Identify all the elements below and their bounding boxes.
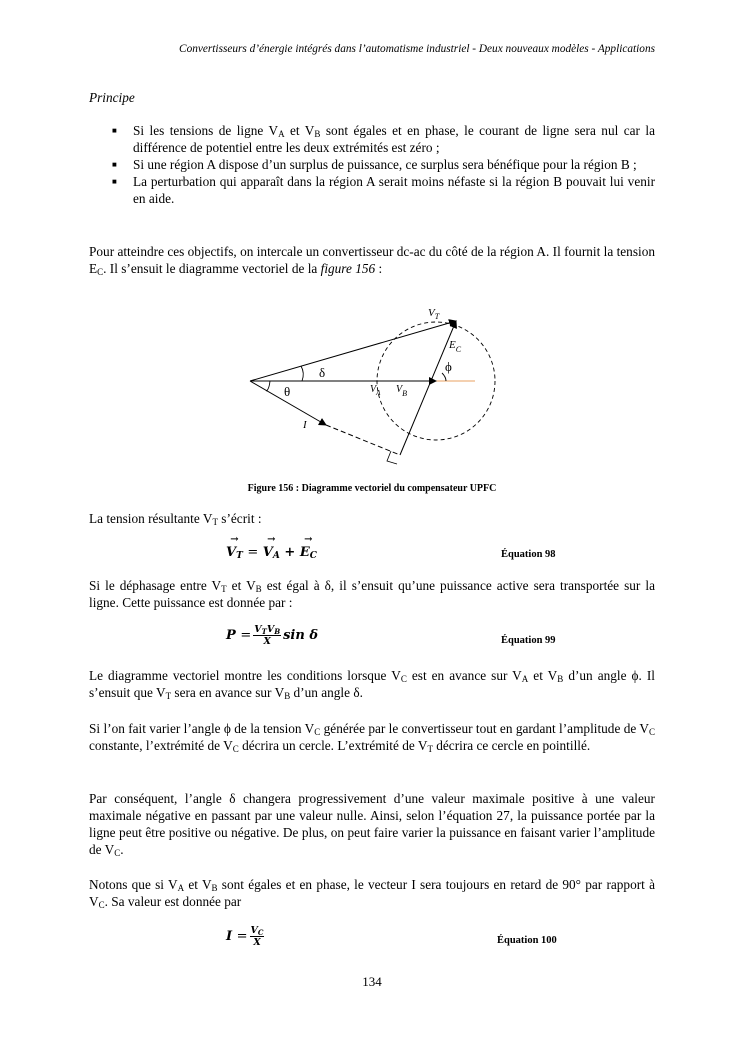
label-i: I <box>303 419 307 431</box>
label-vb: $V_B$ <box>396 384 407 398</box>
bullet-text: Si une région A dispose d’un surplus de puissance, ce surplus sera bénéfique pour la région B ; <box>133 157 637 172</box>
equation-100: I = $\frac{V_C}{X}$ <box>226 925 264 948</box>
label-phi: ϕ <box>445 359 452 374</box>
figure-reference: figure 156 <box>320 261 376 276</box>
phi-arc <box>442 373 446 381</box>
label-va: $V_A$ <box>370 384 381 397</box>
bullet-square-icon: ■ <box>112 160 117 169</box>
figure-caption: Figure 156 : Diagramme vectoriel du compensateur UPFC <box>247 483 497 494</box>
list-item <box>112 173 655 207</box>
running-header: Convertisseurs d’énergie intégrés dans l’automatisme industriel - Deux nouveaux modèles - Applications <box>179 43 655 55</box>
list-item <box>112 122 655 156</box>
paragraph-notons: Notons que si $V_A$ et $V_B$ sont égales et en phase, le vecteur I sera toujours en retard de 90° par rapport à $V_C$. Sa valeur est donnée par <box>89 877 656 910</box>
subscript: A <box>278 129 285 139</box>
vt-vector <box>250 321 456 381</box>
bullet-text: et V <box>284 123 315 138</box>
ec-vector <box>400 321 456 455</box>
paragraph-intro: Pour atteindre ces objectifs, on intercale un convertisseur dc-ac du côté de la région A. Il fournit la tension $E_C$. Il s’ensuit le diagramme vectoriel de la figure 156 : <box>89 244 655 277</box>
page-number: 134 <box>362 974 382 989</box>
bullet-square-icon: ■ <box>112 126 117 135</box>
paragraph-vt: La tension résultante $V_T$ s’écrit : <box>89 511 262 527</box>
label-vt: $V_T$ <box>428 307 440 321</box>
vector-ec: → $E_C$ <box>300 545 317 560</box>
equation-98: → $V_T$ = → $V_A$ + → $E_C$ <box>226 545 317 560</box>
delta-arc <box>301 366 303 381</box>
label-ec: $E_C$ <box>449 339 462 354</box>
paragraph-consequence: Par conséquent, l’angle δ changera progressivement d’une valeur maximale positive à une valeur maximale négative en passant par une valeur nulle. Ainsi, selon l’équation 27, la puissance portée par la ligne peut être positive ou négative. De plus, on peut faire varier la puissance en faisant varier l’amplitude de $V_C$. <box>89 791 655 858</box>
vector-diagram <box>240 300 510 470</box>
vector-va: → $V_A$ <box>263 545 280 560</box>
fraction: $\frac{V_C}{X}$ <box>250 925 264 948</box>
label-delta: δ <box>319 365 326 380</box>
equation-99: P = $\frac{V_TV_B}{X}$ sin δ <box>226 624 319 647</box>
bullet-text: Si les tensions de ligne V <box>133 123 279 138</box>
subscript: B <box>314 129 321 139</box>
equation-98-label: Équation 98 <box>501 549 556 560</box>
theta-arc <box>266 381 270 391</box>
equation-99-label: Équation 99 <box>501 635 556 646</box>
section-title: Principe <box>89 90 135 105</box>
fraction: $\frac{V_TV_B}{X}$ <box>254 624 281 647</box>
list-item <box>112 156 655 173</box>
bullet-text: sont égales et en phase, le courant de ligne sera nul car la différence de potentiel entre les deux extrémités est zéro ; <box>133 123 655 155</box>
paragraph-diagram: Le diagramme vectoriel montre les conditions lorsque $V_C$ est en avance sur $V_A$ et $V_B$ d’un angle ϕ. Il s’ensuit que $V_T$ sera en avance sur $V_B$ d’un angle δ. <box>89 668 655 701</box>
equation-100-label: Équation 100 <box>497 935 557 946</box>
bullet-text: La perturbation qui apparaît dans la région A serait moins néfaste si la région B pouvait lui venir en aide. <box>133 174 655 206</box>
bullet-square-icon: ■ <box>112 177 117 186</box>
paragraph-vary: Si l’on fait varier l’angle ϕ de la tension $V_C$ générée par le convertisseur tout en gardant l’amplitude de $V_C$ constante, l’extrémité de $V_C$ décrira un cercle. L’extrémité de $V_T$ décrira ce cercle en pointillé. <box>89 721 655 754</box>
bullet-list <box>112 122 655 207</box>
label-theta: θ <box>284 384 291 399</box>
i-extension-dashed <box>326 425 400 455</box>
vector-vt: → $V_T$ <box>226 545 243 560</box>
paragraph-phase: Si le déphasage entre $V_T$ et $V_B$ est égal à δ, il s’ensuit qu’une puissance active sera transportée sur la ligne. Cette puissance est donnée par : <box>89 578 655 610</box>
